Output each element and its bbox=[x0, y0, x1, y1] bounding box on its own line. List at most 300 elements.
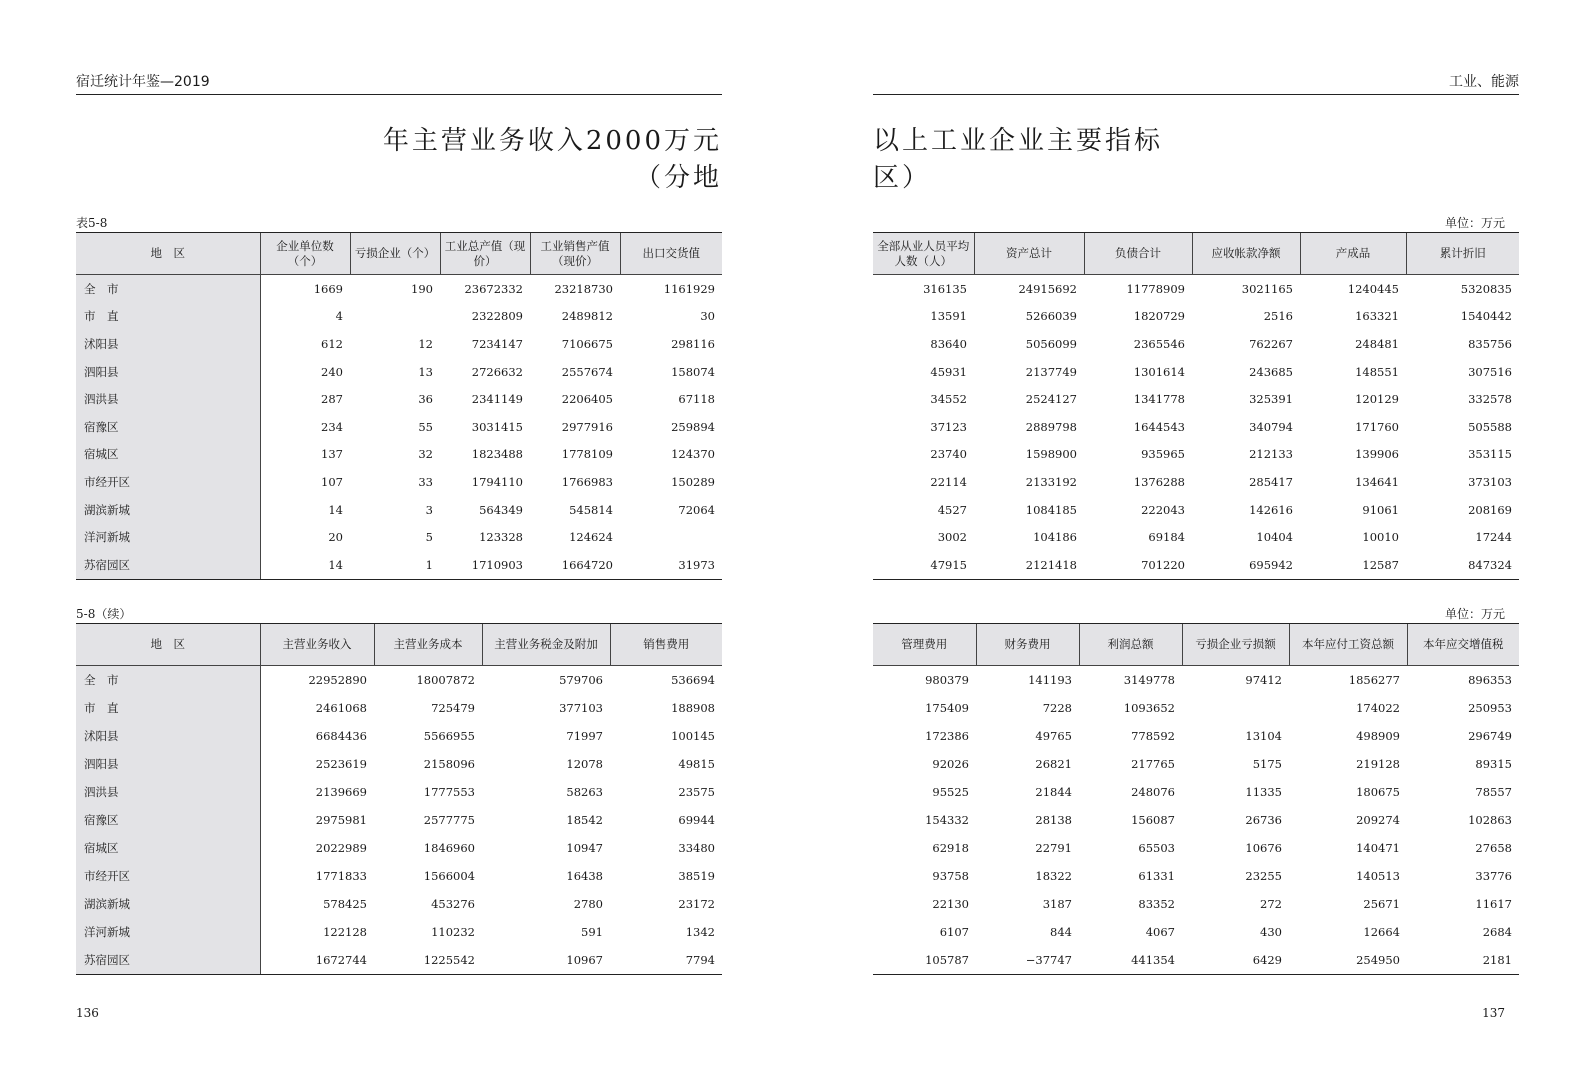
region-cell: 市经开区 bbox=[76, 862, 260, 890]
value-cell: 7106675 bbox=[561, 336, 613, 351]
value-cell: 158074 bbox=[671, 364, 715, 379]
value-cell: 536694 bbox=[671, 673, 715, 687]
value-cell: 124370 bbox=[671, 447, 715, 462]
table-row bbox=[76, 806, 722, 834]
value-cell: 2780 bbox=[573, 897, 603, 911]
value-cell: 2322809 bbox=[471, 309, 523, 324]
value-cell: 2461068 bbox=[315, 701, 367, 715]
value-cell: 23672332 bbox=[464, 281, 523, 296]
value-cell: 5175 bbox=[1252, 757, 1282, 771]
value-cell: 172386 bbox=[925, 729, 969, 743]
value-cell: 62918 bbox=[932, 841, 969, 855]
value-cell: 2139669 bbox=[315, 785, 367, 799]
value-cell: 31973 bbox=[620, 551, 722, 579]
value-cell: 58263 bbox=[566, 785, 603, 799]
value-cell: 1301614 bbox=[1133, 364, 1185, 379]
region-cell: 市 直 bbox=[76, 694, 260, 722]
value-cell: 12 bbox=[418, 336, 433, 351]
value-cell: 33 bbox=[418, 474, 433, 489]
table-row bbox=[76, 918, 722, 946]
value-cell: 21844 bbox=[1035, 785, 1072, 799]
value-cell: 18007872 bbox=[416, 673, 475, 687]
value-cell: 65503 bbox=[1138, 841, 1175, 855]
value-cell: 22130 bbox=[932, 897, 969, 911]
value-cell: 505588 bbox=[1468, 419, 1512, 434]
value-cell: 13104 bbox=[1245, 729, 1282, 743]
value-cell: 137 bbox=[321, 447, 343, 462]
value-cell: 2975981 bbox=[315, 813, 367, 827]
value-cell: 441354 bbox=[1079, 946, 1182, 975]
unit-label-continued: 单位：万元 bbox=[1444, 607, 1505, 621]
title-right-line1: 以上工业企业主要指标 bbox=[873, 126, 1164, 156]
column-header: 主营业务收入 bbox=[260, 624, 374, 666]
value-cell: 762267 bbox=[1249, 336, 1293, 351]
value-cell: 1084185 bbox=[1025, 502, 1077, 517]
value-cell: 22791 bbox=[1035, 841, 1072, 855]
value-cell: 219128 bbox=[1356, 757, 1400, 771]
value-cell: 212133 bbox=[1249, 447, 1293, 462]
value-cell: 1777553 bbox=[423, 785, 475, 799]
value-cell: 3187 bbox=[1042, 897, 1072, 911]
table-row bbox=[873, 890, 1519, 918]
value-cell: 95525 bbox=[932, 785, 969, 799]
value-cell: 2684 bbox=[1482, 925, 1512, 939]
column-header: 主营业务税金及附加 bbox=[482, 624, 610, 666]
value-cell: 1846960 bbox=[423, 841, 475, 855]
table-row bbox=[873, 358, 1519, 386]
table-row bbox=[873, 413, 1519, 441]
value-cell: 6684436 bbox=[315, 729, 367, 743]
value-cell: 2133192 bbox=[1025, 474, 1077, 489]
value-cell: 2516 bbox=[1263, 309, 1293, 324]
value-cell: 141193 bbox=[1028, 673, 1072, 687]
region-cell: 洋河新城 bbox=[76, 918, 260, 946]
table-label: 表5-8 bbox=[76, 216, 108, 230]
value-cell: 100145 bbox=[671, 729, 715, 743]
column-header: 本年应付工资总额 bbox=[1289, 624, 1407, 666]
region-cell: 市 直 bbox=[76, 303, 260, 331]
value-cell: 30 bbox=[700, 309, 715, 324]
table-row bbox=[76, 385, 722, 413]
value-cell: 20 bbox=[328, 530, 343, 545]
value-cell: 38519 bbox=[678, 869, 715, 883]
value-cell: 3 bbox=[425, 502, 433, 517]
value-cell: 243685 bbox=[1249, 364, 1293, 379]
value-cell: 22114 bbox=[930, 474, 967, 489]
value-cell: 2523619 bbox=[315, 757, 367, 771]
column-header: 企业单位数（个） bbox=[260, 233, 350, 275]
value-cell: 725479 bbox=[431, 701, 475, 715]
value-cell: 23740 bbox=[930, 447, 967, 462]
value-cell: 1342 bbox=[685, 925, 715, 939]
table2-left bbox=[76, 623, 722, 975]
value-cell: 142616 bbox=[1249, 502, 1293, 517]
table-row bbox=[76, 496, 722, 524]
value-cell: 935965 bbox=[1141, 447, 1185, 462]
value-cell: 4527 bbox=[937, 502, 967, 517]
table-row bbox=[873, 834, 1519, 862]
value-cell: 156087 bbox=[1131, 813, 1175, 827]
table-row bbox=[76, 834, 722, 862]
value-cell: 844 bbox=[1050, 925, 1072, 939]
value-cell: 285417 bbox=[1249, 474, 1293, 489]
column-header: 工业总产值（现价） bbox=[440, 233, 530, 275]
value-cell: 180675 bbox=[1356, 785, 1400, 799]
value-cell: 150289 bbox=[671, 474, 715, 489]
table-row bbox=[873, 303, 1519, 331]
value-cell: 13591 bbox=[930, 309, 967, 324]
right-page bbox=[873, 0, 1519, 1077]
region-cell: 洋河新城 bbox=[76, 523, 260, 551]
region-cell: 苏宿园区 bbox=[76, 946, 260, 975]
column-header: 利润总额 bbox=[1079, 624, 1182, 666]
table-row bbox=[76, 666, 722, 695]
value-cell: 72064 bbox=[678, 502, 715, 517]
region-cell: 宿城区 bbox=[76, 834, 260, 862]
table-row bbox=[76, 778, 722, 806]
table-row bbox=[76, 358, 722, 386]
value-cell: 2206405 bbox=[561, 392, 613, 407]
value-cell: 49765 bbox=[1035, 729, 1072, 743]
value-cell: 1794110 bbox=[471, 474, 523, 489]
table-row bbox=[873, 694, 1519, 722]
region-cell: 沭阳县 bbox=[76, 722, 260, 750]
table1-right bbox=[873, 232, 1519, 580]
value-cell: 2365546 bbox=[1133, 336, 1185, 351]
value-cell: 695942 bbox=[1192, 551, 1300, 579]
value-cell: 10947 bbox=[566, 841, 603, 855]
value-cell: 134641 bbox=[1355, 474, 1399, 489]
value-cell: 3021165 bbox=[1241, 281, 1293, 296]
title-left-line2: （分地 bbox=[634, 163, 722, 193]
column-header: 产成品 bbox=[1300, 233, 1406, 275]
value-cell: 67118 bbox=[678, 392, 715, 407]
table-row bbox=[873, 946, 1519, 975]
chapter-title: 工业、能源 bbox=[1449, 74, 1519, 90]
table-row bbox=[873, 441, 1519, 469]
page-number-left: 136 bbox=[76, 1006, 99, 1020]
value-cell: 5320835 bbox=[1460, 281, 1512, 296]
value-cell: 1566004 bbox=[423, 869, 475, 883]
value-cell: 296749 bbox=[1468, 729, 1512, 743]
value-cell: 778592 bbox=[1131, 729, 1175, 743]
value-cell: 1664720 bbox=[530, 551, 620, 579]
value-cell: 5 bbox=[425, 530, 433, 545]
column-header: 地 区 bbox=[76, 624, 260, 666]
value-cell: 980379 bbox=[925, 673, 969, 687]
table-row bbox=[76, 468, 722, 496]
value-cell: 18322 bbox=[1035, 869, 1072, 883]
value-cell: 240 bbox=[321, 364, 343, 379]
table-row bbox=[76, 722, 722, 750]
value-cell: 26736 bbox=[1245, 813, 1282, 827]
value-cell: 2889798 bbox=[1025, 419, 1077, 434]
table-row bbox=[873, 918, 1519, 946]
value-cell: 1710903 bbox=[440, 551, 530, 579]
value-cell: 1669 bbox=[313, 281, 343, 296]
value-cell: 10676 bbox=[1245, 841, 1282, 855]
region-cell: 市经开区 bbox=[76, 468, 260, 496]
value-cell: 163321 bbox=[1355, 309, 1399, 324]
column-header: 地 区 bbox=[76, 233, 260, 275]
value-cell: 353115 bbox=[1468, 447, 1512, 462]
table-row bbox=[76, 750, 722, 778]
value-cell: 93758 bbox=[932, 869, 969, 883]
value-cell: 1240445 bbox=[1347, 281, 1399, 296]
table-row bbox=[873, 666, 1519, 695]
value-cell: 33480 bbox=[678, 841, 715, 855]
value-cell: 578425 bbox=[323, 897, 367, 911]
value-cell: 222043 bbox=[1141, 502, 1185, 517]
value-cell: 1856277 bbox=[1348, 673, 1400, 687]
value-cell: 12587 bbox=[1300, 551, 1406, 579]
region-cell: 宿豫区 bbox=[76, 413, 260, 441]
table-row bbox=[873, 330, 1519, 358]
value-cell: 122128 bbox=[323, 925, 367, 939]
value-cell bbox=[350, 303, 440, 331]
value-cell: 16438 bbox=[566, 869, 603, 883]
value-cell: 27658 bbox=[1475, 841, 1512, 855]
value-cell: 1598900 bbox=[1025, 447, 1077, 462]
value-cell: 13 bbox=[418, 364, 433, 379]
value-cell: 92026 bbox=[932, 757, 969, 771]
value-cell: 4 bbox=[335, 309, 343, 324]
value-cell: 591 bbox=[581, 925, 603, 939]
value-cell: 17244 bbox=[1475, 530, 1512, 545]
value-cell: 340794 bbox=[1249, 419, 1293, 434]
value-cell: 430 bbox=[1260, 925, 1282, 939]
region-cell: 沭阳县 bbox=[76, 330, 260, 358]
table-row bbox=[873, 523, 1519, 551]
value-cell: 835756 bbox=[1468, 336, 1512, 351]
value-cell: 55 bbox=[418, 419, 433, 434]
value-cell: 28138 bbox=[1035, 813, 1072, 827]
value-cell: 89315 bbox=[1475, 757, 1512, 771]
value-cell: 23255 bbox=[1245, 869, 1282, 883]
value-cell: 154332 bbox=[925, 813, 969, 827]
value-cell: 896353 bbox=[1468, 673, 1512, 687]
value-cell: 110232 bbox=[431, 925, 475, 939]
column-header: 出口交货值 bbox=[620, 233, 722, 275]
value-cell: 61331 bbox=[1138, 869, 1175, 883]
value-cell: 208169 bbox=[1468, 502, 1512, 517]
value-cell: 11778909 bbox=[1126, 281, 1185, 296]
value-cell: 259894 bbox=[671, 419, 715, 434]
table-row bbox=[873, 778, 1519, 806]
value-cell: 316135 bbox=[923, 281, 967, 296]
page-number-right: 137 bbox=[1482, 1006, 1505, 1020]
value-cell: 2137749 bbox=[1025, 364, 1077, 379]
value-cell: 6107 bbox=[939, 925, 969, 939]
value-cell: 7228 bbox=[1042, 701, 1072, 715]
value-cell: 2577775 bbox=[423, 813, 475, 827]
value-cell: 2726632 bbox=[471, 364, 523, 379]
table-row bbox=[76, 275, 722, 303]
value-cell: 1225542 bbox=[374, 946, 482, 975]
value-cell: 847324 bbox=[1406, 551, 1519, 579]
column-header: 亏损企业亏损额 bbox=[1182, 624, 1289, 666]
value-cell: 545814 bbox=[569, 502, 613, 517]
region-cell: 泗洪县 bbox=[76, 385, 260, 413]
column-header: 管理费用 bbox=[873, 624, 976, 666]
column-header: 累计折旧 bbox=[1406, 233, 1519, 275]
value-cell: 23172 bbox=[678, 897, 715, 911]
value-cell: 23575 bbox=[678, 785, 715, 799]
value-cell: 10404 bbox=[1256, 530, 1293, 545]
value-cell: 171760 bbox=[1355, 419, 1399, 434]
value-cell: 24915692 bbox=[1018, 281, 1077, 296]
value-cell: 11617 bbox=[1475, 897, 1512, 911]
table-row bbox=[873, 385, 1519, 413]
value-cell: 102863 bbox=[1468, 813, 1512, 827]
value-cell: 1823488 bbox=[471, 447, 523, 462]
value-cell: 1 bbox=[350, 551, 440, 579]
table-row bbox=[76, 890, 722, 918]
value-cell: 7794 bbox=[610, 946, 722, 975]
column-header: 工业销售产值（现价） bbox=[530, 233, 620, 275]
title-left-line1: 年主营业务收入2000万元 bbox=[382, 126, 722, 156]
value-cell: 2022989 bbox=[315, 841, 367, 855]
value-cell: 248481 bbox=[1355, 336, 1399, 351]
value-cell: 287 bbox=[321, 392, 343, 407]
value-cell: 332578 bbox=[1468, 392, 1512, 407]
value-cell: 78557 bbox=[1475, 785, 1512, 799]
table-row bbox=[873, 496, 1519, 524]
value-cell: 148551 bbox=[1355, 364, 1399, 379]
table-row bbox=[76, 694, 722, 722]
value-cell: 564349 bbox=[479, 502, 523, 517]
value-cell: 1766983 bbox=[561, 474, 613, 489]
value-cell: 7234147 bbox=[471, 336, 523, 351]
value-cell: 579706 bbox=[559, 673, 603, 687]
value-cell: 1644543 bbox=[1133, 419, 1185, 434]
value-cell: 71997 bbox=[566, 729, 603, 743]
running-head-left bbox=[76, 74, 722, 95]
value-cell: 83352 bbox=[1138, 897, 1175, 911]
value-cell: 2557674 bbox=[561, 364, 613, 379]
value-cell: 254950 bbox=[1289, 946, 1407, 975]
value-cell: 49815 bbox=[678, 757, 715, 771]
value-cell: 12078 bbox=[566, 757, 603, 771]
value-cell: 104186 bbox=[1033, 530, 1077, 545]
value-cell: 307516 bbox=[1468, 364, 1512, 379]
value-cell: 34552 bbox=[930, 392, 967, 407]
value-cell: 83640 bbox=[930, 336, 967, 351]
value-cell: −37747 bbox=[976, 946, 1079, 975]
value-cell bbox=[620, 523, 722, 551]
value-cell: 325391 bbox=[1249, 392, 1293, 407]
value-cell: 124624 bbox=[569, 530, 613, 545]
value-cell: 248076 bbox=[1131, 785, 1175, 799]
value-cell: 10010 bbox=[1362, 530, 1399, 545]
running-head-right bbox=[873, 74, 1519, 95]
value-cell: 498909 bbox=[1356, 729, 1400, 743]
value-cell: 37123 bbox=[930, 419, 967, 434]
region-cell: 宿城区 bbox=[76, 441, 260, 469]
value-cell: 97412 bbox=[1245, 673, 1282, 687]
value-cell: 69184 bbox=[1148, 530, 1185, 545]
table-row bbox=[873, 722, 1519, 750]
value-cell: 18542 bbox=[566, 813, 603, 827]
table-row bbox=[76, 862, 722, 890]
value-cell: 175409 bbox=[925, 701, 969, 715]
value-cell: 1672744 bbox=[260, 946, 374, 975]
table-row bbox=[76, 330, 722, 358]
column-header: 财务费用 bbox=[976, 624, 1079, 666]
value-cell: 22952890 bbox=[308, 673, 367, 687]
value-cell: 10967 bbox=[482, 946, 610, 975]
value-cell: 12664 bbox=[1363, 925, 1400, 939]
value-cell: 4067 bbox=[1145, 925, 1175, 939]
table2-right bbox=[873, 623, 1519, 975]
value-cell: 5266039 bbox=[1025, 309, 1077, 324]
column-header: 资产总计 bbox=[974, 233, 1084, 275]
column-header: 主营业务成本 bbox=[374, 624, 482, 666]
value-cell: 272 bbox=[1260, 897, 1282, 911]
value-cell: 32 bbox=[418, 447, 433, 462]
table-row bbox=[76, 523, 722, 551]
value-cell: 107 bbox=[321, 474, 343, 489]
table-row bbox=[873, 551, 1519, 579]
table-row bbox=[76, 551, 722, 579]
value-cell: 14 bbox=[260, 551, 350, 579]
value-cell: 453276 bbox=[431, 897, 475, 911]
value-cell: 105787 bbox=[873, 946, 976, 975]
value-cell: 139906 bbox=[1355, 447, 1399, 462]
region-cell: 湖滨新城 bbox=[76, 890, 260, 918]
value-cell: 26821 bbox=[1035, 757, 1072, 771]
value-cell: 2121418 bbox=[974, 551, 1084, 579]
value-cell bbox=[1182, 694, 1289, 722]
value-cell: 1540442 bbox=[1460, 309, 1512, 324]
value-cell: 140513 bbox=[1356, 869, 1400, 883]
value-cell: 47915 bbox=[873, 551, 974, 579]
value-cell: 11335 bbox=[1245, 785, 1282, 799]
value-cell: 120129 bbox=[1355, 392, 1399, 407]
column-header: 负债合计 bbox=[1084, 233, 1192, 275]
table-row bbox=[873, 806, 1519, 834]
table-row bbox=[76, 441, 722, 469]
value-cell: 250953 bbox=[1468, 701, 1512, 715]
value-cell: 209274 bbox=[1356, 813, 1400, 827]
region-cell: 宿豫区 bbox=[76, 806, 260, 834]
value-cell: 298116 bbox=[671, 336, 715, 351]
region-cell: 湖滨新城 bbox=[76, 496, 260, 524]
left-page bbox=[76, 0, 722, 1077]
value-cell: 36 bbox=[418, 392, 433, 407]
column-header: 应收帐款净额 bbox=[1192, 233, 1300, 275]
table-row bbox=[873, 862, 1519, 890]
value-cell: 1376288 bbox=[1133, 474, 1185, 489]
value-cell: 25671 bbox=[1363, 897, 1400, 911]
region-cell: 全 市 bbox=[76, 275, 260, 303]
value-cell: 2489812 bbox=[561, 309, 613, 324]
value-cell: 5566955 bbox=[423, 729, 475, 743]
value-cell: 2341149 bbox=[471, 392, 523, 407]
value-cell: 2158096 bbox=[423, 757, 475, 771]
column-header: 本年应交增值税 bbox=[1407, 624, 1519, 666]
table-row bbox=[76, 303, 722, 331]
value-cell: 701220 bbox=[1084, 551, 1192, 579]
title-right-line2: 区） bbox=[873, 163, 932, 193]
table-row bbox=[873, 275, 1519, 303]
table-row bbox=[873, 468, 1519, 496]
value-cell: 2524127 bbox=[1025, 392, 1077, 407]
region-cell: 苏宿园区 bbox=[76, 551, 260, 579]
value-cell: 612 bbox=[321, 336, 343, 351]
value-cell: 1093652 bbox=[1123, 701, 1175, 715]
value-cell: 3002 bbox=[937, 530, 967, 545]
